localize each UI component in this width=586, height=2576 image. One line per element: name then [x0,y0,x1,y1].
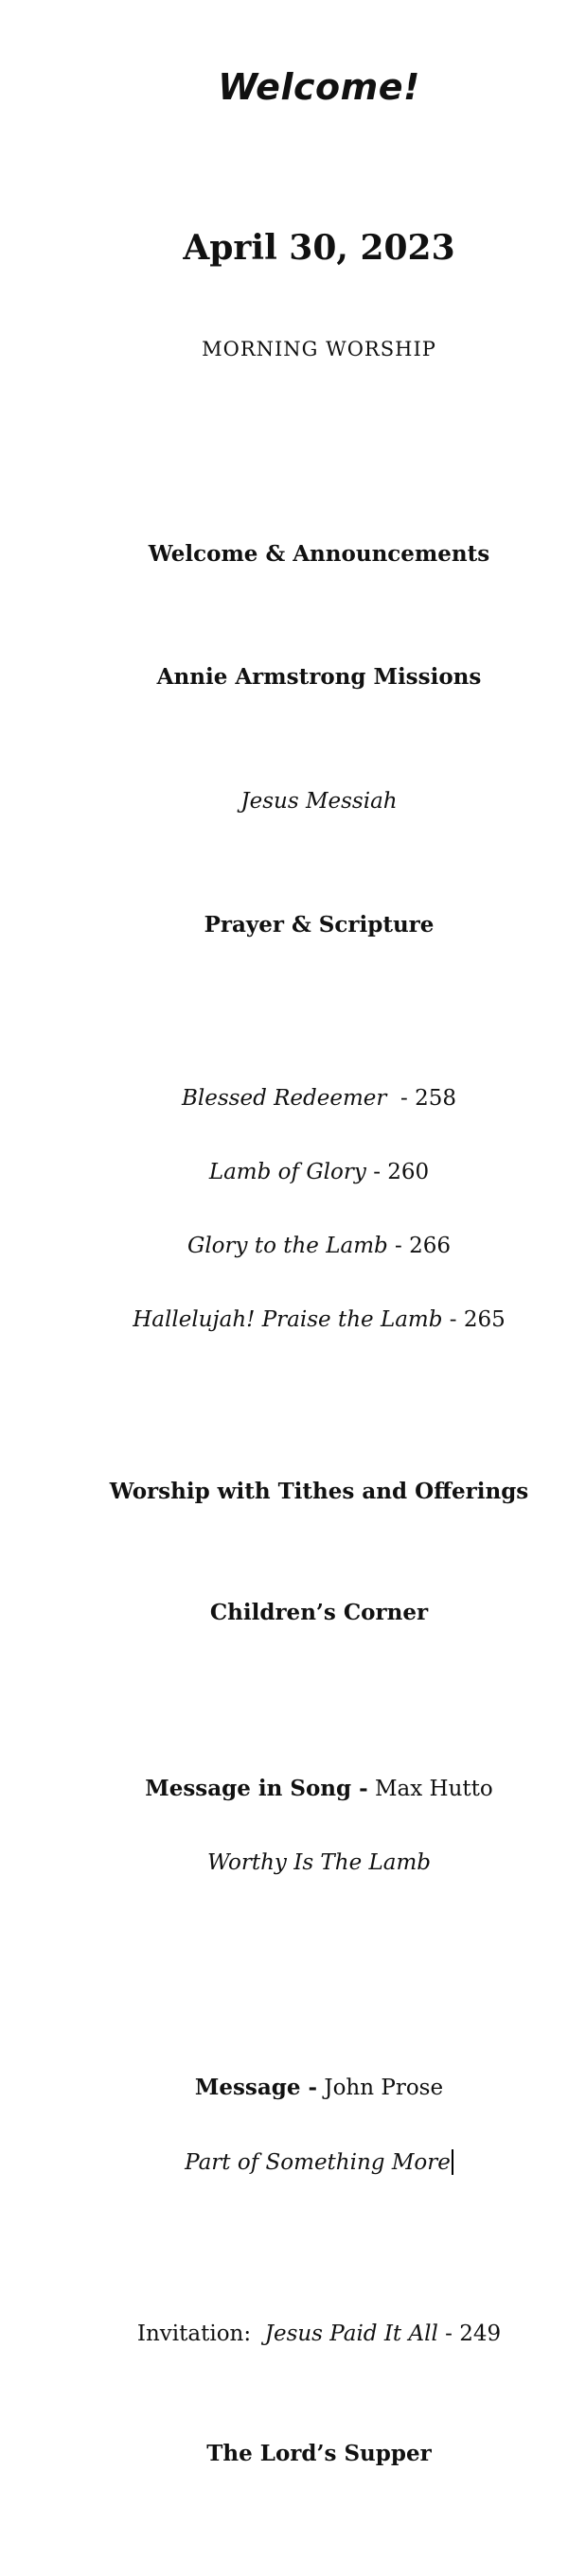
invitation-label: Invitation: [136,2322,265,2346]
sermon-title: Part of Something More [185,2150,451,2175]
hymn-line [52,1086,586,1111]
service-name: MORNING WORSHIP [202,338,436,360]
order-item-invitation [52,2322,586,2346]
hymn-line [52,1160,586,1184]
order-item-tithes-offerings: Worship with Tithes and Offerings [109,1479,529,1504]
hymn-number: - 266 [387,1234,452,1258]
order-item-welcome-announcements: Welcome & Announcements [148,541,490,567]
message-line [52,2076,586,2100]
order-item-message-in-song [52,1727,586,1924]
hymn-number: - 258 [393,1086,457,1111]
text-caret [452,2149,453,2175]
hymn-title: Lamb of Glory [208,1160,366,1184]
message-in-song-line [52,1777,586,1801]
hymn-line [52,1307,586,1332]
document-content [52,0,586,2576]
invitation-number: - 249 [437,2322,502,2346]
hymn-title: Glory to the Lamb [186,1234,388,1258]
order-item-missions-emphasis: Annie Armstrong Missions [156,664,482,690]
message-speaker: John Prose [317,2076,444,2100]
hymn-number: - 260 [365,1160,430,1184]
order-item-prayer-scripture: Prayer & Scripture [204,912,435,938]
invitation-song-title: Jesus Paid It All [264,2322,438,2346]
order-of-service [52,468,586,2540]
message-in-song-title: Worthy Is The Lamb [206,1850,432,1875]
sermon-title-line [52,2149,586,2175]
service-date: April 30, 2023 [183,228,455,268]
order-item-message [52,2026,586,2224]
hymn-list [52,1037,586,1381]
order-item-childrens-corner: Children’s Corner [209,1600,429,1625]
hymn-line [52,1234,586,1258]
order-item-lords-supper: The Lord’s Supper [206,2441,432,2466]
hymn-title: Hallelujah! Praise the Lamb [133,1307,443,1332]
hymn-title: Blessed Redeemer [181,1086,394,1111]
message-in-song-performer: Max Hutto [367,1777,493,1801]
order-item-worship-song: Jesus Messiah [240,789,398,814]
message-in-song-label: Message in Song - [145,1776,368,1801]
message-label: Message - [194,2075,318,2100]
hymn-number: - 265 [442,1307,506,1332]
welcome-heading: Welcome! [218,66,420,108]
